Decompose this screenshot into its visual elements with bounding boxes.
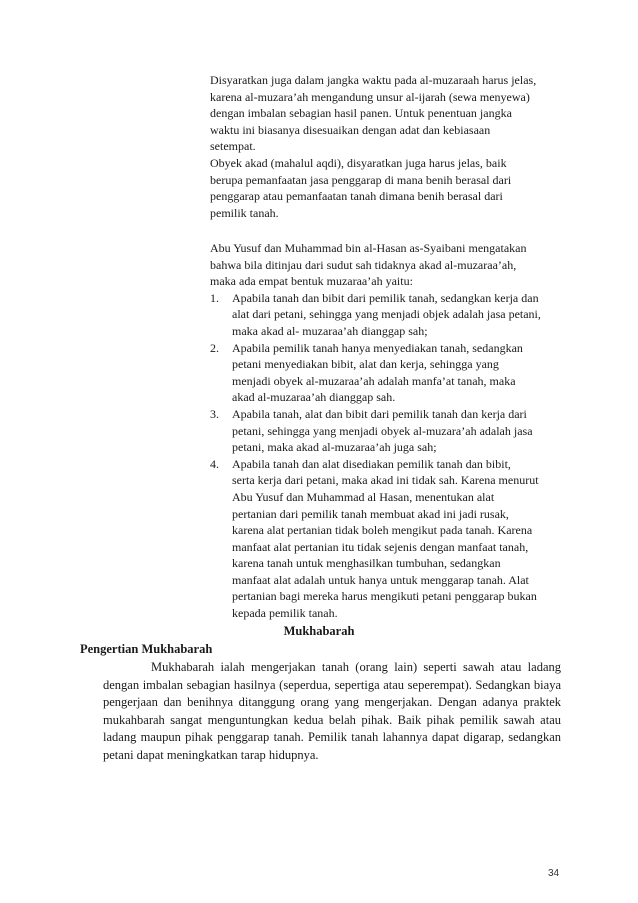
requirements-text-block	[210, 72, 570, 221]
text-line: waktu ini biasanya disesuaikan dengan adat dan kebiasaan	[210, 122, 491, 137]
paragraph-text: Mukhabarah ialah mengerjakan tanah (orang lain) seperti sawah atau ladang dengan imbalan sebagian hasilnya (seperdua, sepertiga atau seperempat). Sedangkan biaya pengerjaan dan benihnya ditanggung orang yang mengerjakan. Dengan adanya praktek mukahbarah sangat menguntungkan kedua belah pihak. Baik pihak pemilik sawah atau ladang maupun pihak penggarap tanah. Pemilik tanah lahannya dapat digarap, sedangkan petani dapat meningkatkan tarap hidupnya.	[103, 660, 561, 762]
list-line: Apabila pemilik tanah hanya menyediakan tanah, sedangkan	[232, 340, 523, 355]
list-line: karena alat pertanian tidak boleh mengikut pada tanah. Karena	[232, 523, 533, 538]
section-title: Mukhabarah	[283, 624, 355, 638]
list-line: pertanian bagi mereka harus mengikuti petani penggarap bukan	[232, 589, 537, 604]
text-line: setempat.	[210, 139, 256, 154]
list-line: Apabila tanah dan bibit dari pemilik tanah, sedangkan kerja dan	[232, 290, 539, 305]
list-line: maka akad al- muzaraa’ah dianggap sah;	[232, 323, 428, 338]
text-line: dengan imbalan sebagian hasil panen. Untuk penentuan jangka	[210, 106, 512, 121]
list-line: petani, maka akad al-muzaraa’ah juga sah;	[232, 440, 437, 455]
list-line: akad al-muzaraa’ah dianggap sah.	[232, 390, 396, 405]
list-line: menjadi obyek al-muzaraa’ah adalah manfa’at tanah, maka	[232, 373, 516, 388]
list-line: manfaat alat adalah untuk hanya untuk menggarap tanah. Alat	[232, 572, 529, 587]
intro-line: Abu Yusuf dan Muhammad bin al-Hasan as-Syaibani mengatakan	[210, 241, 527, 255]
muzaraah-forms-block	[210, 240, 570, 622]
list-item-2	[210, 340, 570, 406]
list-line: pertanian dari pemilik tanah membuat akad ini jadi rusak,	[232, 506, 509, 521]
text-line: pemilik tanah.	[210, 205, 279, 220]
list-line: petani menyediakan bibit, alat dan kerja, sehingga yang	[232, 357, 499, 372]
list-line: manfaat alat pertanian itu tidak sejenis dengan manfaat tanah,	[232, 539, 529, 554]
intro-line: maka ada empat bentuk muzaraa’ah yaitu:	[210, 274, 413, 289]
text-line: Disyaratkan juga dalam jangka waktu pada al-muzaraah harus jelas,	[210, 73, 537, 87]
subsection-title: Pengertian Mukhabarah	[80, 642, 213, 656]
intro-line: bahwa bila ditinjau dari sudut sah tidaknya akad al-muzaraa’ah,	[210, 257, 517, 272]
text-line: Obyek akad (mahalul aqdi), disyaratkan juga harus jelas, baik	[210, 155, 507, 170]
list-item-3	[210, 406, 570, 456]
list-number: 4.	[210, 456, 219, 471]
mukhabarah-paragraph	[103, 659, 561, 764]
list-line: alat dari petani, sehingga yang menjadi objek adalah jasa petani,	[232, 307, 541, 322]
list-line: kepada pemilik tanah.	[232, 606, 338, 621]
list-item-4	[210, 456, 570, 622]
list-line: Apabila tanah dan alat disediakan pemilik tanah dan bibit,	[232, 456, 511, 471]
text-line: berupa pemanfaatan jasa penggarap di mana benih berasal dari	[210, 172, 512, 187]
list-number: 3.	[210, 406, 219, 421]
page-number: 34	[548, 868, 560, 879]
list-line: karena tanah untuk menghasilkan tumbuhan, sedangkan	[232, 556, 501, 571]
text-line: karena al-muzara’ah mengandung unsur al-ijarah (sewa menyewa)	[210, 89, 530, 104]
list-line: petani, sehingga yang menjadi obyek al-muzara’ah adalah jasa	[232, 423, 533, 438]
list-line: Abu Yusuf dan Muhammad al Hasan, menentukan alat	[232, 489, 495, 504]
list-line: serta kerja dari petani, maka akad ini tidak sah. Karena menurut	[232, 473, 539, 488]
list-line: Apabila tanah, alat dan bibit dari pemilik tanah dan kerja dari	[232, 406, 527, 421]
text-line: penggarap atau pemanfaatan tanah dimana benih berasal dari	[210, 189, 503, 204]
list-number: 1.	[210, 290, 219, 305]
list-item-1	[210, 290, 570, 340]
list-number: 2.	[210, 340, 219, 355]
